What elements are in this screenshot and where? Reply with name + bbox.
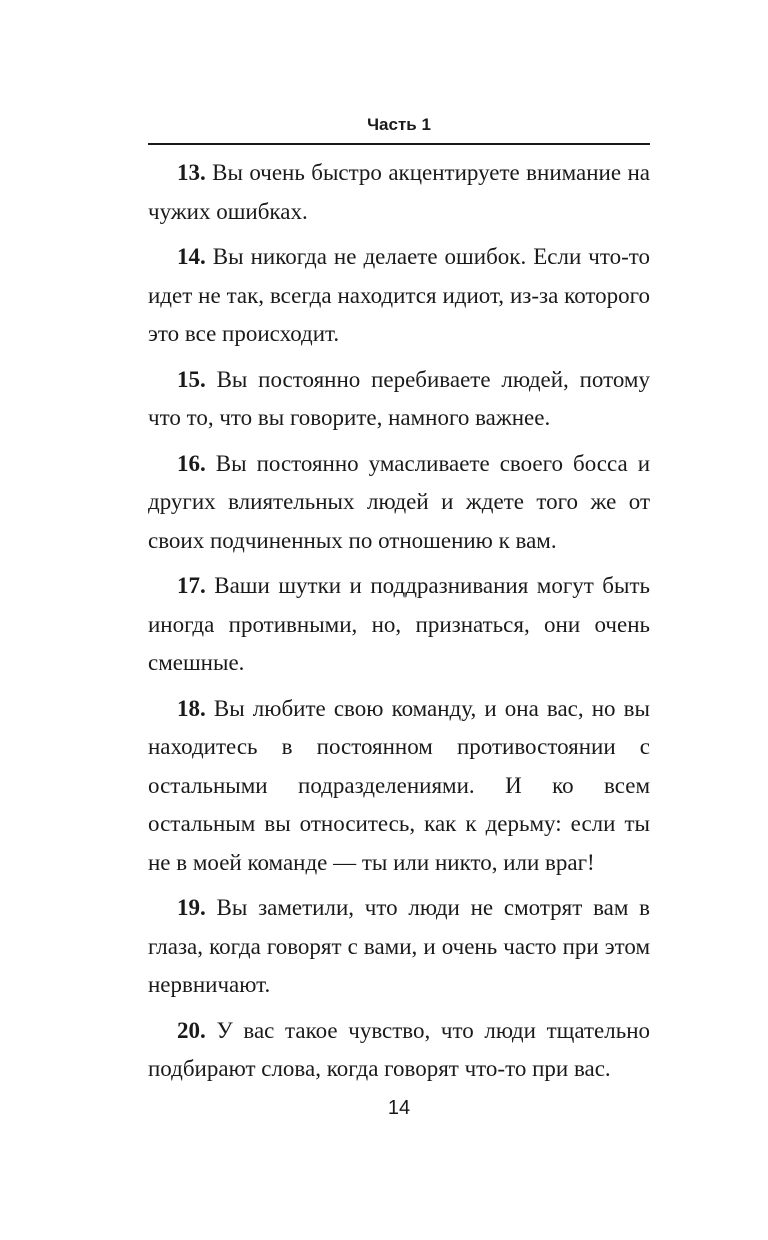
header-divider [148,143,650,145]
item-number: 16. [177,450,206,476]
item-text: Вы никогда не делаете ошибок. Если что-то идет не так, всегда находится идиот, из-за которого это все происходит. [148,244,650,346]
item-text: У вас такое чувство, что люди тщательно подбирают слова, когда говорят что-то при вас. [148,1017,651,1081]
list-item [148,154,650,231]
list-item [148,238,650,354]
page-number: 14 [387,1097,411,1119]
item-number: 14. [177,244,206,269]
item-number: 17. [177,573,206,598]
list-item [148,361,650,438]
list-item [148,889,650,1005]
item-text: Вы любите свою команду, и она вас, но вы находитесь в постоянном противостоянии с остальными подразделениями. И ко всем остальным вы относитесь, как к дерьму: если ты не в моей команде — ты или никто, или враг! [148,695,650,875]
item-text: Ваши шутки и поддразнивания могут быть иногда противными, но, признаться, они очень смешные. [148,573,651,675]
item-text: Вы очень быстро акцентируете внимание на чужих ошибках. [148,160,650,224]
item-number: 13. [177,160,206,185]
item-number: 20. [177,1017,206,1043]
item-text: Вы постоянно перебиваете людей, потому что то, что вы говорите, намного важнее. [148,366,650,430]
running-header: Часть 1 [367,115,431,134]
item-number: 18. [177,695,206,721]
list-item [148,445,650,561]
list-item [148,1012,650,1089]
item-number: 19. [177,895,206,920]
item-text: Вы заметили, что люди не смотрят вам в глаза, когда говорят с вами, и очень часто при этом нервничают. [148,895,651,997]
list-item [148,690,650,883]
list-item [148,567,650,683]
item-number: 15. [177,366,206,392]
page-body [148,154,650,1096]
item-text: Вы постоянно умасливаете своего босса и других влиятельных людей и ждете того же от своих подчиненных по отношению к вам. [148,450,651,553]
